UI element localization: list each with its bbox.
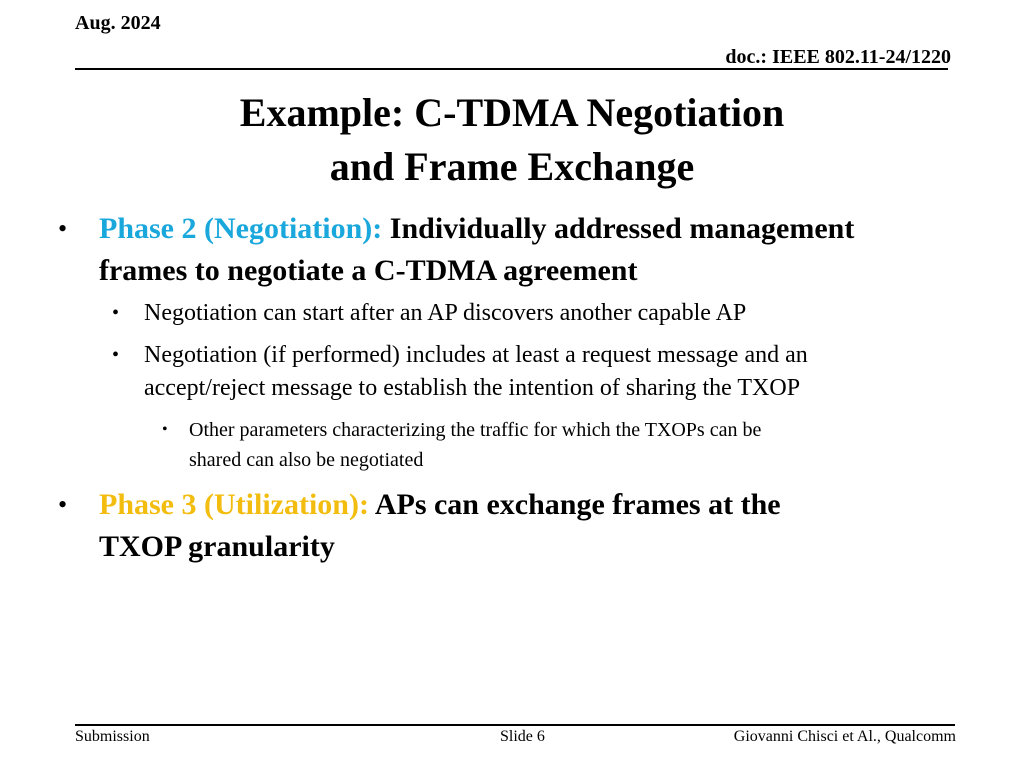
slide-title-line2: and Frame Exchange: [329, 144, 695, 189]
footer-divider: [75, 724, 955, 726]
bullet-icon: •: [112, 302, 120, 324]
header-doc-id: doc.: IEEE 802.11-24/1220: [725, 46, 951, 68]
sub-sub-bullet-parameters-line2: shared can also be negotiated: [189, 449, 424, 471]
footer-slide-number: Slide 6: [500, 728, 545, 745]
phase2-text-line1: Individually addressed management: [389, 212, 855, 245]
bullet-phase2: [99, 208, 979, 292]
sub-bullet-discovery: Negotiation can start after an AP discovers another capable AP: [144, 300, 747, 326]
header-divider: [75, 68, 948, 70]
slide-title-line1: Example: C-TDMA Negotiation: [239, 90, 785, 135]
phase3-label: Phase 3 (Utilization):: [99, 488, 369, 521]
phase3-text-line1: APs can exchange frames at the: [374, 488, 781, 521]
sub-bullet-negotiation-line2: accept/reject message to establish the intention of sharing the TXOP: [144, 375, 801, 401]
phase2-text-line2: frames to negotiate a C-TDMA agreement: [99, 254, 638, 287]
header-date: Aug. 2024: [75, 12, 161, 34]
sub-sub-bullet-parameters-line1: Other parameters characterizing the traffic for which the TXOPs can be: [189, 419, 762, 441]
sub-bullet-negotiation: [144, 339, 944, 405]
sub-bullet-negotiation-line1: Negotiation (if performed) includes at least a request message and an: [144, 342, 808, 368]
phase3-text-line2: TXOP granularity: [99, 530, 335, 563]
bullet-icon: •: [162, 421, 168, 438]
bullet-icon: •: [112, 344, 120, 366]
phase2-label: Phase 2 (Negotiation):: [99, 212, 383, 245]
bullet-phase3: [99, 484, 979, 568]
slide-title: [0, 86, 1024, 194]
sub-sub-bullet-parameters: [189, 415, 949, 475]
footer-submission: Submission: [75, 728, 150, 745]
footer-authors: Giovanni Chisci et Al., Qualcomm: [733, 728, 956, 745]
bullet-icon: •: [58, 490, 68, 519]
bullet-icon: •: [58, 214, 68, 243]
